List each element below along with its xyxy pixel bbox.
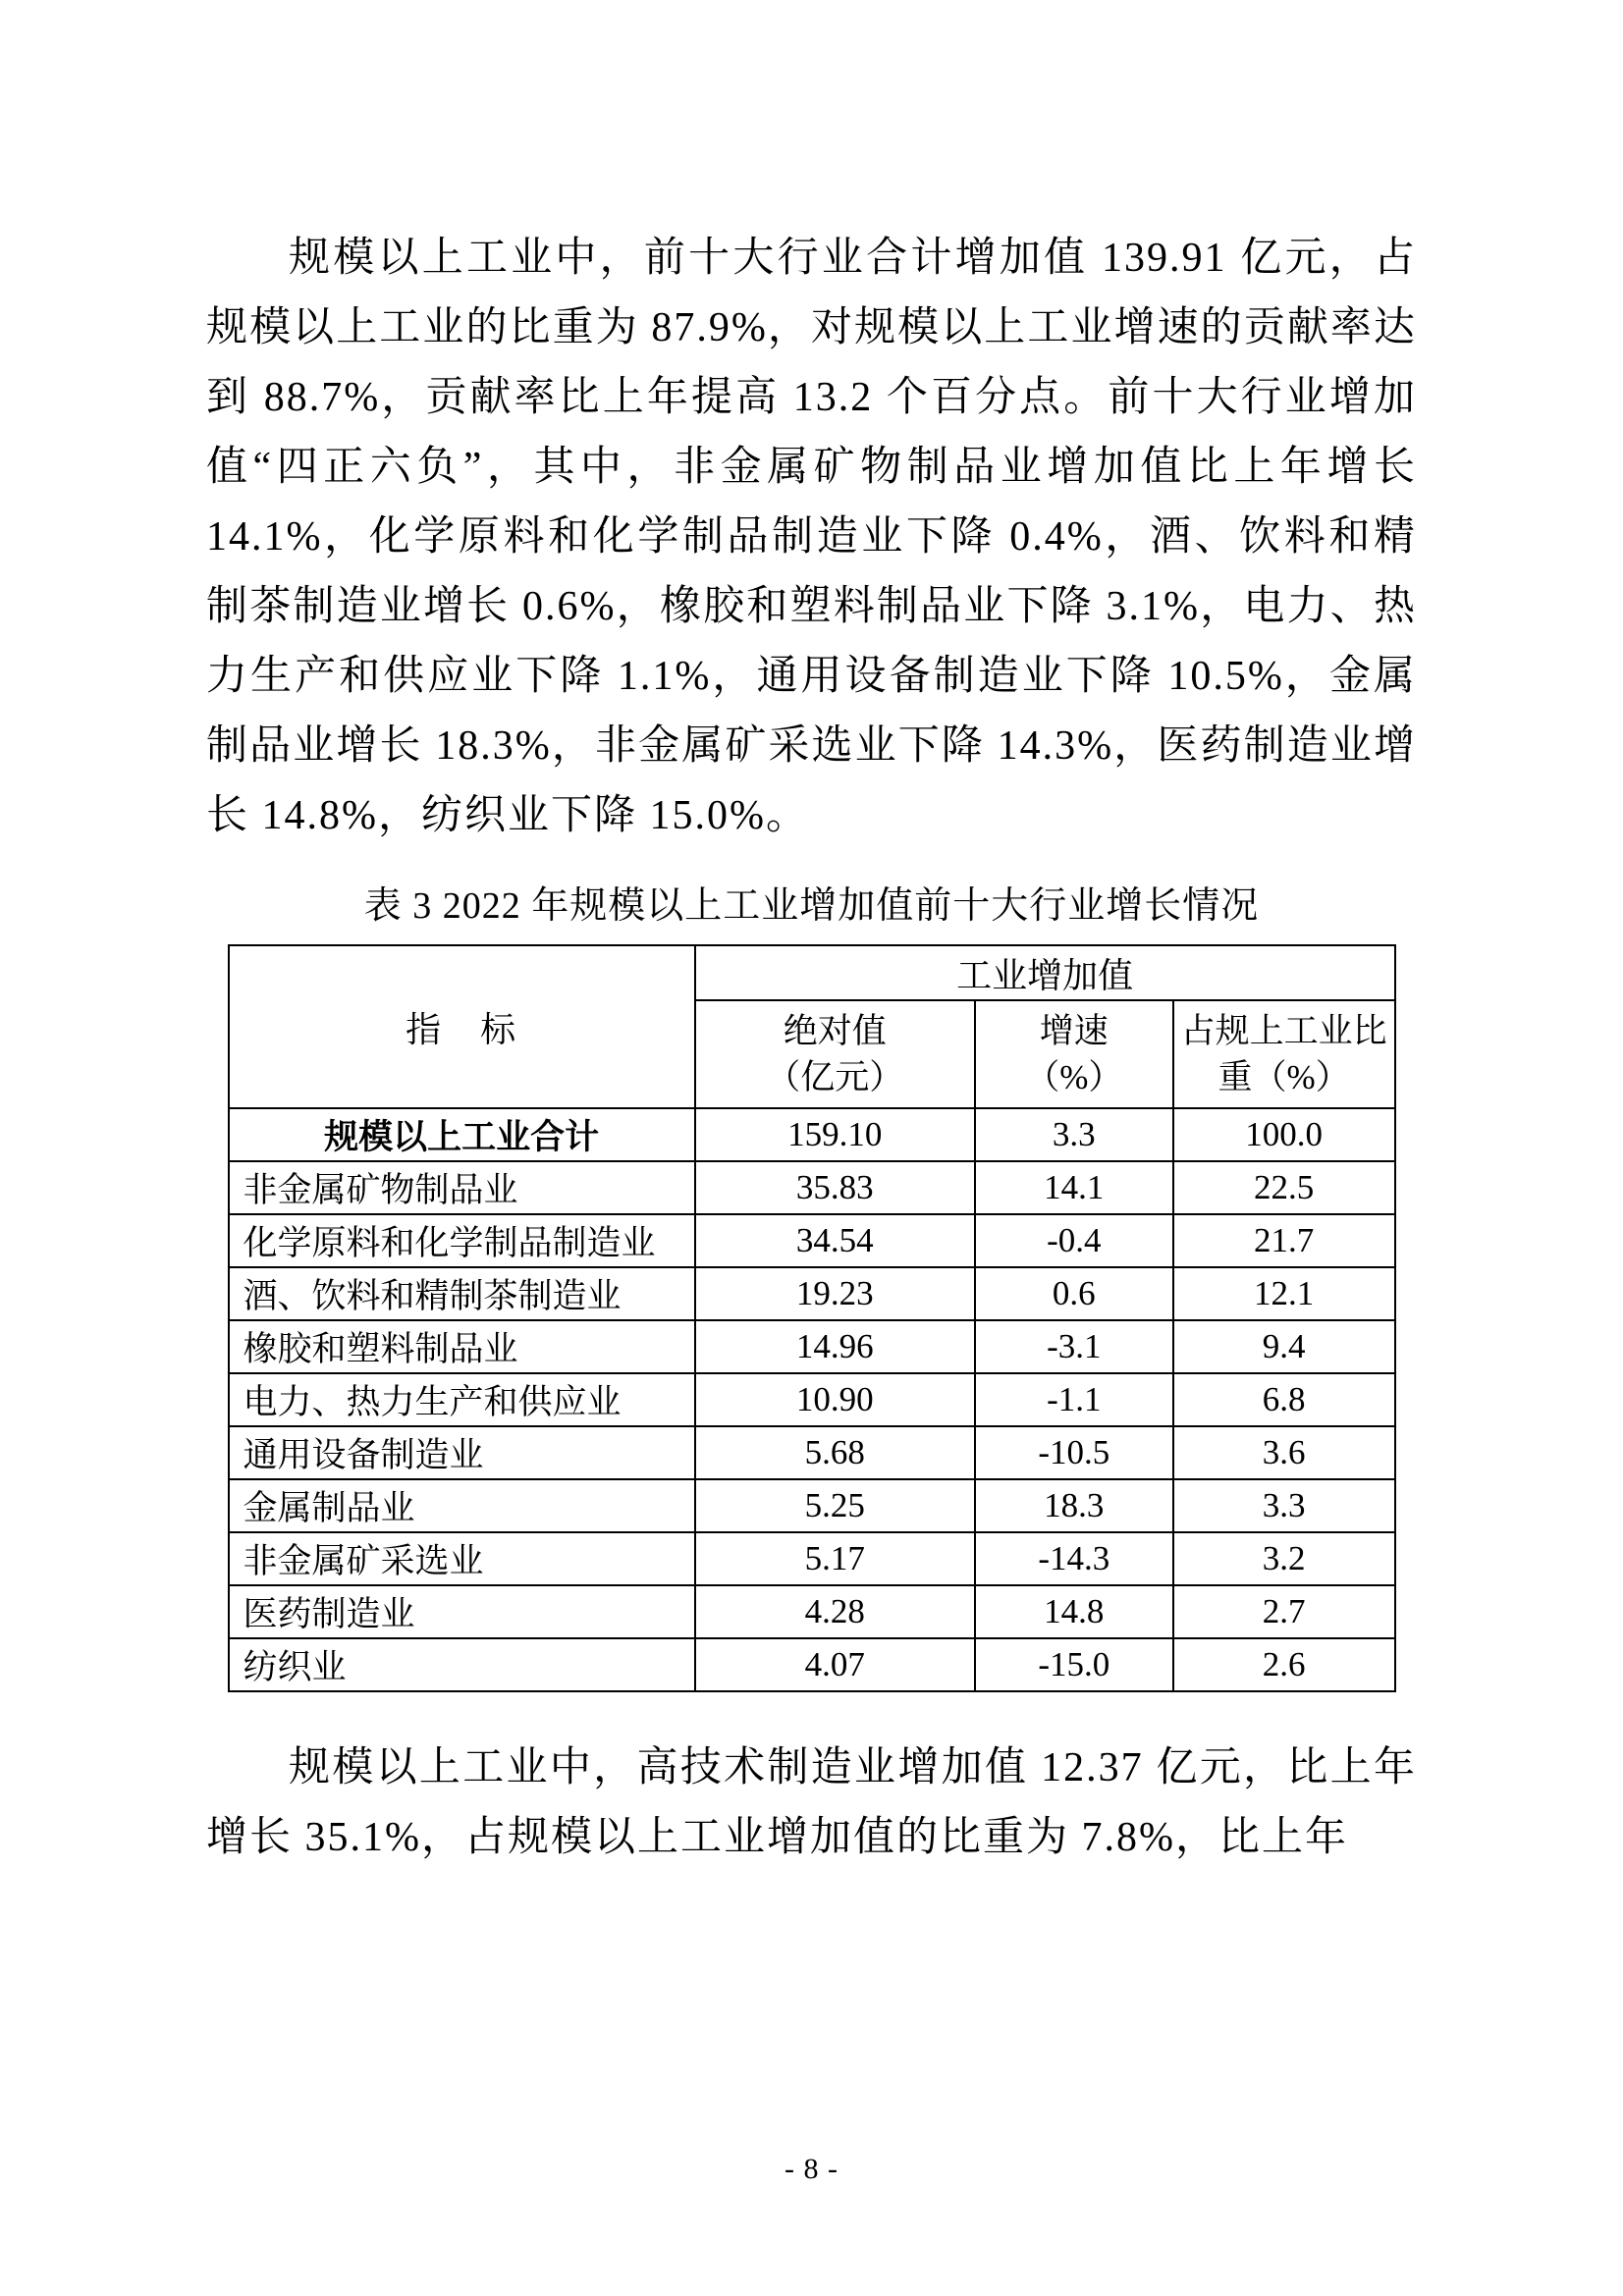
table-row [229, 1161, 1395, 1214]
table-title: 表 3 2022 年规模以上工业增加值前十大行业增长情况 [363, 885, 1260, 927]
paragraph-top10-industries: 规模以上工业中，前十大行业合计增加值 139.91 亿元，占规模以上工业的比重为 87.9%，对规模以上工业增速的贡献率达到 88.7%，贡献率比上年提高 13.2 个百分点。前十大行业增加值“四正六负”，其中，非金属矿物制品业增加值比上年增长 14.1%，化学原料和化学制品制造业下降 0.4%，酒、饮料和精制茶制造业增长 0.6%，橡胶和塑料制品业下降 3.1%，电力、热力生产和供应业下降 1.1%，通用设备制造业下降 10.5%，金属制品业增长 18.3%，非金属矿采选业下降 14.3%，医药制造业增长 14.8%，纺织业下降 15.0%。 [206, 236, 1417, 838]
header-growth-line1: 增速 [1039, 1012, 1109, 1050]
header-absolute-line2: （亿元） [766, 1058, 904, 1096]
cell-industry-name: 化学原料和化学制品制造业 [229, 1214, 695, 1267]
table-row [229, 1638, 1395, 1691]
cell-growth-rate: -0.4 [975, 1214, 1173, 1267]
cell-absolute-value: 5.17 [695, 1532, 975, 1585]
cell-industry-name: 非金属矿物制品业 [229, 1161, 695, 1214]
cell-absolute-value: 5.68 [695, 1426, 975, 1479]
cell-growth-rate: -14.3 [975, 1532, 1173, 1585]
cell-growth-rate: -10.5 [975, 1426, 1173, 1479]
table-header-row-1 [229, 945, 1395, 1000]
table-row [229, 1214, 1395, 1267]
industry-growth-table [228, 944, 1396, 1692]
paragraph-hightech-manufacturing: 规模以上工业中，高技术制造业增加值 12.37 亿元，比上年增长 35.1%，占规模以上工业增加值的比重为 7.8%，比上年 [206, 1745, 1417, 1860]
cell-absolute-value: 19.23 [695, 1267, 975, 1320]
cell-share: 12.1 [1173, 1267, 1395, 1320]
cell-growth-rate: 14.1 [975, 1161, 1173, 1214]
header-absolute-value [695, 1000, 975, 1108]
cell-share: 2.7 [1173, 1585, 1395, 1638]
cell-growth-rate: -1.1 [975, 1373, 1173, 1426]
cell-industry-name: 酒、饮料和精制茶制造业 [229, 1267, 695, 1320]
cell-growth-rate: 14.8 [975, 1585, 1173, 1638]
cell-absolute-value: 35.83 [695, 1161, 975, 1214]
table-row [229, 1479, 1395, 1532]
table-row [229, 1320, 1395, 1373]
header-industrial-added-value: 工业增加值 [695, 945, 1395, 1000]
header-growth-line2: （%） [1025, 1058, 1123, 1096]
cell-absolute-value: 4.07 [695, 1638, 975, 1691]
cell-absolute-value: 159.10 [695, 1108, 975, 1161]
cell-share: 100.0 [1173, 1108, 1395, 1161]
cell-industry-name: 非金属矿采选业 [229, 1532, 695, 1585]
cell-growth-rate: 0.6 [975, 1267, 1173, 1320]
header-share-line1: 占规上工业比 [1180, 1012, 1387, 1050]
table-row [229, 1585, 1395, 1638]
page-number: - 8 - [784, 2153, 839, 2185]
header-share [1173, 1000, 1395, 1108]
cell-industry-name: 橡胶和塑料制品业 [229, 1320, 695, 1373]
cell-growth-rate: 18.3 [975, 1479, 1173, 1532]
cell-share: 9.4 [1173, 1320, 1395, 1373]
table-row [229, 1373, 1395, 1426]
header-growth-rate [975, 1000, 1173, 1108]
header-share-line2: 重（%） [1217, 1058, 1350, 1096]
cell-share: 6.8 [1173, 1373, 1395, 1426]
cell-share: 3.3 [1173, 1479, 1395, 1532]
table-row [229, 1267, 1395, 1320]
cell-share: 2.6 [1173, 1638, 1395, 1691]
table-row [229, 1532, 1395, 1585]
table-row [229, 1426, 1395, 1479]
cell-share: 22.5 [1173, 1161, 1395, 1214]
cell-share: 3.2 [1173, 1532, 1395, 1585]
cell-absolute-value: 34.54 [695, 1214, 975, 1267]
cell-growth-rate: -15.0 [975, 1638, 1173, 1691]
cell-industry-name: 通用设备制造业 [229, 1426, 695, 1479]
cell-share: 3.6 [1173, 1426, 1395, 1479]
cell-absolute-value: 14.96 [695, 1320, 975, 1373]
cell-growth-rate: -3.1 [975, 1320, 1173, 1373]
cell-absolute-value: 10.90 [695, 1373, 975, 1426]
cell-industry-name: 电力、热力生产和供应业 [229, 1373, 695, 1426]
cell-growth-rate: 3.3 [975, 1108, 1173, 1161]
cell-industry-name: 金属制品业 [229, 1479, 695, 1532]
header-indicator: 指 标 [229, 945, 695, 1108]
cell-share: 21.7 [1173, 1214, 1395, 1267]
cell-absolute-value: 4.28 [695, 1585, 975, 1638]
table-row-total [229, 1108, 1395, 1161]
cell-industry-name: 规模以上工业合计 [229, 1108, 695, 1161]
cell-industry-name: 纺织业 [229, 1638, 695, 1691]
cell-absolute-value: 5.25 [695, 1479, 975, 1532]
header-absolute-line1: 绝对值 [783, 1012, 887, 1050]
cell-industry-name: 医药制造业 [229, 1585, 695, 1638]
